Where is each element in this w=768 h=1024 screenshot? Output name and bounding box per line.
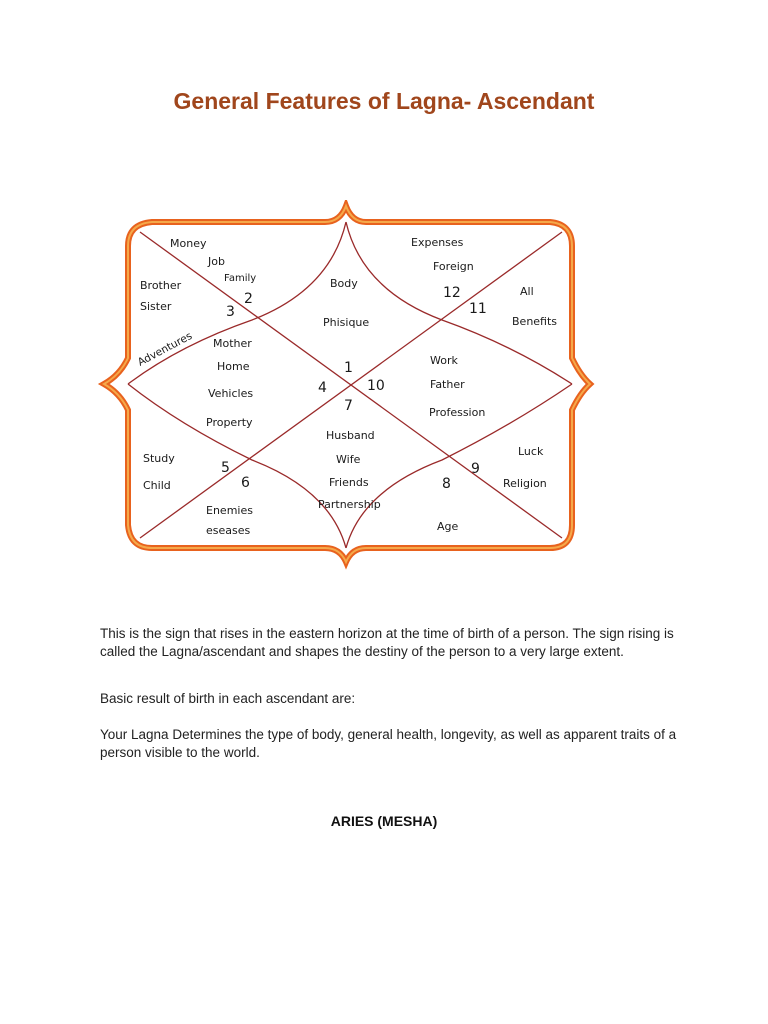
lagna-chart xyxy=(95,200,595,570)
label-brother: Brother xyxy=(140,279,182,292)
label-all: All xyxy=(520,285,534,298)
house-9: 9 xyxy=(471,461,480,477)
section-heading-aries: ARIES (MESHA) xyxy=(330,813,438,829)
house-8: 8 xyxy=(442,476,451,492)
label-study: Study xyxy=(143,452,175,465)
basic-result-paragraph: Basic result of birth in each ascendant are: xyxy=(100,691,356,706)
label-luck: Luck xyxy=(518,445,544,458)
page-title: General Features of Lagna- Ascendant xyxy=(173,88,595,114)
label-home: Home xyxy=(217,360,250,373)
label-adventures: Adventures xyxy=(135,329,195,369)
house-6: 6 xyxy=(241,475,250,491)
label-father: Father xyxy=(430,378,465,391)
house-11: 11 xyxy=(469,301,487,317)
label-benefits: Benefits xyxy=(512,315,558,328)
house-10: 10 xyxy=(367,378,385,394)
house-7: 7 xyxy=(344,398,353,414)
label-family: Family xyxy=(224,273,257,284)
label-partnership: Partnership xyxy=(318,498,381,511)
lagna-determines-paragraph: Your Lagna Determines the type of body, general health, longevity, as well as apparent traits of a person visible to the world. xyxy=(100,727,677,760)
label-job: Job xyxy=(208,255,225,268)
house-2: 2 xyxy=(244,291,253,307)
label-physique: Phisique xyxy=(323,316,370,329)
label-friends: Friends xyxy=(329,476,369,489)
label-expenses: Expenses xyxy=(411,236,464,249)
label-property: Property xyxy=(206,416,253,429)
label-husband: Husband xyxy=(326,429,375,442)
house-5: 5 xyxy=(221,460,230,476)
house-4: 4 xyxy=(318,380,327,396)
label-wife: Wife xyxy=(336,453,361,466)
label-child: Child xyxy=(143,479,171,492)
label-age: Age xyxy=(437,520,459,533)
house-12: 12 xyxy=(443,285,461,301)
label-money: Money xyxy=(170,237,207,250)
label-profession: Profession xyxy=(429,406,486,419)
intro-paragraph: This is the sign that rises in the eastern horizon at the time of birth of a person. The sign rising is called the Lagna/ascendant and shapes the destiny of the person to a very large extent. xyxy=(100,626,674,659)
house-1: 1 xyxy=(344,360,353,376)
label-diseases: eseases xyxy=(206,524,251,537)
house-3: 3 xyxy=(226,304,235,320)
label-sister: Sister xyxy=(140,300,172,313)
label-mother: Mother xyxy=(213,337,252,350)
label-vehicles: Vehicles xyxy=(208,387,254,400)
label-foreign: Foreign xyxy=(433,260,474,273)
label-work: Work xyxy=(430,354,458,367)
label-body: Body xyxy=(330,277,358,290)
label-religion: Religion xyxy=(503,477,547,490)
label-enemies: Enemies xyxy=(206,504,253,517)
